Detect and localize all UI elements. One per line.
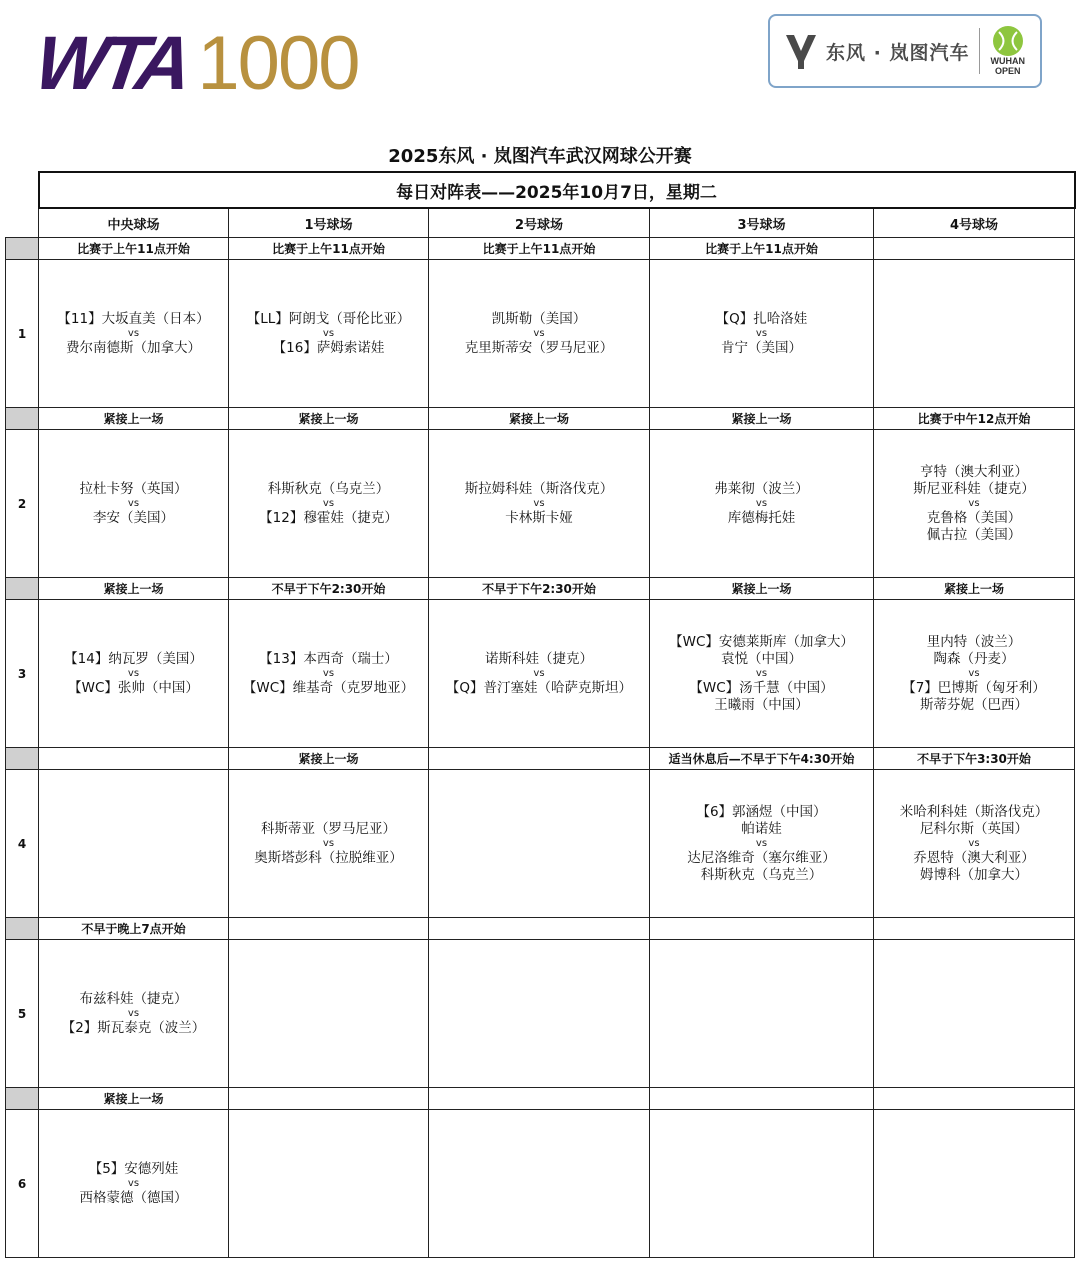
vs-label: vs xyxy=(533,497,545,509)
player-name: 奥斯塔彭科（拉脱维亚） xyxy=(254,849,403,866)
match-cell xyxy=(650,770,874,918)
court-header-center: 中央球场 xyxy=(39,208,229,238)
match-cell xyxy=(39,770,229,918)
court-header-4: 4号球场 xyxy=(874,208,1075,238)
match-cell xyxy=(39,260,229,408)
vs-label: vs xyxy=(127,1177,140,1189)
match-order-number: 2 xyxy=(6,430,39,578)
player-name: 科斯秋克（乌克兰） xyxy=(700,866,823,883)
player-name: 斯蒂芬妮（巴西） xyxy=(920,696,1028,713)
match-order-number: 4 xyxy=(6,770,39,918)
start-time-note xyxy=(429,1088,650,1110)
player-name: 李安（美国） xyxy=(93,509,174,526)
player-name: 诺斯科娃（捷克） xyxy=(485,650,593,667)
start-time-note: 比赛于中午12点开始 xyxy=(874,408,1075,430)
player-name: 布兹科娃（捷克） xyxy=(79,990,188,1007)
start-time-note: 紧接上一场 xyxy=(39,1088,229,1110)
match-cell xyxy=(650,600,874,748)
player-name: 达尼洛维奇（塞尔维亚） xyxy=(687,849,836,866)
player-name: 弗莱彻（波兰） xyxy=(714,480,809,497)
sponsor-logo xyxy=(768,14,1042,88)
vs-label: vs xyxy=(127,497,140,509)
player-name: 库德梅托娃 xyxy=(727,509,796,526)
start-time-note xyxy=(874,918,1075,940)
player-name: 【LL】阿朗戈（哥伦比亚） xyxy=(246,310,411,327)
match-order-number: 3 xyxy=(6,600,39,748)
player-name: 卡林斯卡娅 xyxy=(505,509,573,526)
start-time-note xyxy=(429,918,650,940)
match-cell xyxy=(229,1110,429,1258)
start-time-note: 比赛于上午11点开始 xyxy=(429,238,650,260)
player-name: 克里斯蒂安（罗马尼亚） xyxy=(464,339,614,356)
match-cell xyxy=(39,1110,229,1258)
player-name: 克鲁格（美国） xyxy=(926,509,1022,526)
vs-label: vs xyxy=(322,497,335,509)
player-name: 王曦雨（中国） xyxy=(714,696,809,713)
player-name: 姆博科（加拿大） xyxy=(920,866,1028,883)
corner-blank xyxy=(6,172,39,208)
match-cell xyxy=(229,770,429,918)
start-time-note xyxy=(39,748,229,770)
match-cell xyxy=(650,260,874,408)
player-name: 拉杜卡努（英国） xyxy=(79,480,188,497)
player-name: 费尔南德斯（加拿大） xyxy=(66,339,201,356)
start-time-note xyxy=(650,918,874,940)
court-header-2: 2号球场 xyxy=(429,208,650,238)
start-time-note: 不早于下午2:30开始 xyxy=(229,578,429,600)
start-time-note: 适当休息后—不早于下午4:30开始 xyxy=(650,748,874,770)
match-order-number: 1 xyxy=(6,260,39,408)
player-name: 【7】巴博斯（匈牙利） xyxy=(902,679,1046,696)
start-time-note: 紧接上一场 xyxy=(650,408,874,430)
match-cell xyxy=(874,770,1075,918)
match-cell xyxy=(39,600,229,748)
match-cell xyxy=(874,600,1075,748)
player-name: 【12】穆霍娃（捷克） xyxy=(259,509,398,526)
vs-label: vs xyxy=(533,667,545,679)
start-time-note xyxy=(874,238,1075,260)
vs-label: vs xyxy=(322,837,335,849)
player-name: 【Q】扎哈洛娃 xyxy=(715,310,808,327)
player-name: 【6】郭涵煜（中国） xyxy=(696,803,827,820)
match-cell xyxy=(429,1110,650,1258)
start-time-note xyxy=(874,1088,1075,1110)
start-time-note xyxy=(650,1088,874,1110)
wuhan-open-badge xyxy=(990,26,1025,76)
vs-label: vs xyxy=(127,1007,140,1019)
match-cell xyxy=(650,940,874,1088)
start-time-note: 紧接上一场 xyxy=(229,408,429,430)
start-time-note: 不早于下午3:30开始 xyxy=(874,748,1075,770)
sponsor-name: 东风 · 岚图汽车 xyxy=(826,41,970,64)
voyah-mark-icon xyxy=(784,31,818,71)
start-time-note: 不早于晚上7点开始 xyxy=(39,918,229,940)
match-cell xyxy=(229,430,429,578)
player-name: 【Q】普汀塞娃（哈萨克斯坦） xyxy=(445,679,633,696)
start-time-note: 紧接上一场 xyxy=(39,408,229,430)
player-name: 【13】本西奇（瑞士） xyxy=(259,650,398,667)
player-name: 斯尼亚科娃（捷克） xyxy=(913,480,1035,497)
order-of-play-table xyxy=(5,171,1076,1258)
wta-logo-number: 1000 xyxy=(197,21,359,106)
player-name: 西格蒙德（德国） xyxy=(79,1189,188,1206)
vs-label: vs xyxy=(322,327,335,339)
player-name: 【WC】汤千慧（中国） xyxy=(689,679,834,696)
match-cell xyxy=(429,770,650,918)
match-cell xyxy=(650,1110,874,1258)
row-shade xyxy=(6,918,39,940)
badge-line-1: WUHAN xyxy=(990,56,1025,66)
player-name: 【11】大坂直美（日本） xyxy=(57,310,210,327)
match-cell xyxy=(429,940,650,1088)
match-cell xyxy=(39,430,229,578)
wta-1000-logo xyxy=(30,21,359,106)
sponsor-divider xyxy=(979,28,980,74)
player-name: 袁悦（中国） xyxy=(721,650,802,667)
player-name: 陶森（丹麦） xyxy=(933,650,1015,667)
match-cell xyxy=(429,430,650,578)
start-time-note: 紧接上一场 xyxy=(229,748,429,770)
start-time-note: 紧接上一场 xyxy=(650,578,874,600)
tennis-ball-icon xyxy=(993,26,1023,56)
match-cell xyxy=(429,260,650,408)
row-shade xyxy=(6,408,39,430)
player-name: 【5】安德列娃 xyxy=(88,1160,179,1177)
row-shade xyxy=(6,748,39,770)
player-name: 【14】纳瓦罗（美国） xyxy=(64,650,203,667)
start-time-note: 比赛于上午11点开始 xyxy=(39,238,229,260)
match-cell xyxy=(229,260,429,408)
player-name: 尼科尔斯（英国） xyxy=(920,820,1028,837)
vs-label: vs xyxy=(755,837,768,849)
row-shade xyxy=(6,238,39,260)
badge-line-2: OPEN xyxy=(994,66,1021,76)
match-cell xyxy=(429,600,650,748)
player-name: 凯斯勒（美国） xyxy=(491,310,587,327)
match-cell xyxy=(39,940,229,1088)
court-header-1: 1号球场 xyxy=(229,208,429,238)
player-name: 【WC】张帅（中国） xyxy=(68,679,199,696)
match-cell xyxy=(874,260,1075,408)
match-cell xyxy=(229,600,429,748)
match-order-number: 6 xyxy=(6,1110,39,1258)
player-name: 亨特（澳大利亚） xyxy=(920,463,1028,480)
court-header-3: 3号球场 xyxy=(650,208,874,238)
player-name: 肯宁（美国） xyxy=(721,339,802,356)
row-shade xyxy=(6,1088,39,1110)
vs-label: vs xyxy=(755,327,768,339)
vs-label: vs xyxy=(968,497,980,509)
player-name: 科斯蒂亚（罗马尼亚） xyxy=(261,820,396,837)
match-cell xyxy=(874,1110,1075,1258)
date-header: 每日对阵表——2025年10月7日，星期二 xyxy=(39,172,1075,208)
player-name: 里内特（波兰） xyxy=(926,633,1022,650)
player-name: 斯拉姆科娃（斯洛伐克） xyxy=(464,480,614,497)
vs-label: vs xyxy=(127,667,140,679)
player-name: 佩古拉（美国） xyxy=(926,526,1022,543)
start-time-note xyxy=(229,918,429,940)
match-order-number: 5 xyxy=(6,940,39,1088)
player-name: 帕诺娃 xyxy=(741,820,782,837)
start-time-note: 紧接上一场 xyxy=(429,408,650,430)
vs-label: vs xyxy=(968,837,980,849)
vs-label: vs xyxy=(533,327,545,339)
match-cell xyxy=(874,430,1075,578)
player-name: 科斯秋克（乌克兰） xyxy=(267,480,390,497)
start-time-note: 不早于下午2:30开始 xyxy=(429,578,650,600)
row-shade xyxy=(6,578,39,600)
corner-blank xyxy=(6,208,39,238)
start-time-note: 比赛于上午11点开始 xyxy=(229,238,429,260)
player-name: 【WC】安德莱斯库（加拿大） xyxy=(669,633,854,650)
vs-label: vs xyxy=(968,667,980,679)
vs-label: vs xyxy=(127,327,140,339)
player-name: 乔恩特（澳大利亚） xyxy=(913,849,1035,866)
player-name: 【2】斯瓦泰克（波兰） xyxy=(61,1019,206,1036)
page-title: 2025东风 · 岚图汽车武汉网球公开赛 xyxy=(388,146,692,167)
vs-label: vs xyxy=(322,667,335,679)
match-cell xyxy=(650,430,874,578)
wta-logo-word: WTA xyxy=(30,21,192,106)
player-name: 米哈利科娃（斯洛伐克） xyxy=(899,803,1049,820)
player-name: 【WC】维基奇（克罗地亚） xyxy=(242,679,415,696)
start-time-note: 紧接上一场 xyxy=(874,578,1075,600)
start-time-note xyxy=(229,1088,429,1110)
start-time-note: 比赛于上午11点开始 xyxy=(650,238,874,260)
start-time-note: 紧接上一场 xyxy=(39,578,229,600)
vs-label: vs xyxy=(755,667,768,679)
player-name: 【16】萨姆索诺娃 xyxy=(272,339,385,356)
vs-label: vs xyxy=(755,497,768,509)
match-cell xyxy=(874,940,1075,1088)
match-cell xyxy=(229,940,429,1088)
start-time-note xyxy=(429,748,650,770)
